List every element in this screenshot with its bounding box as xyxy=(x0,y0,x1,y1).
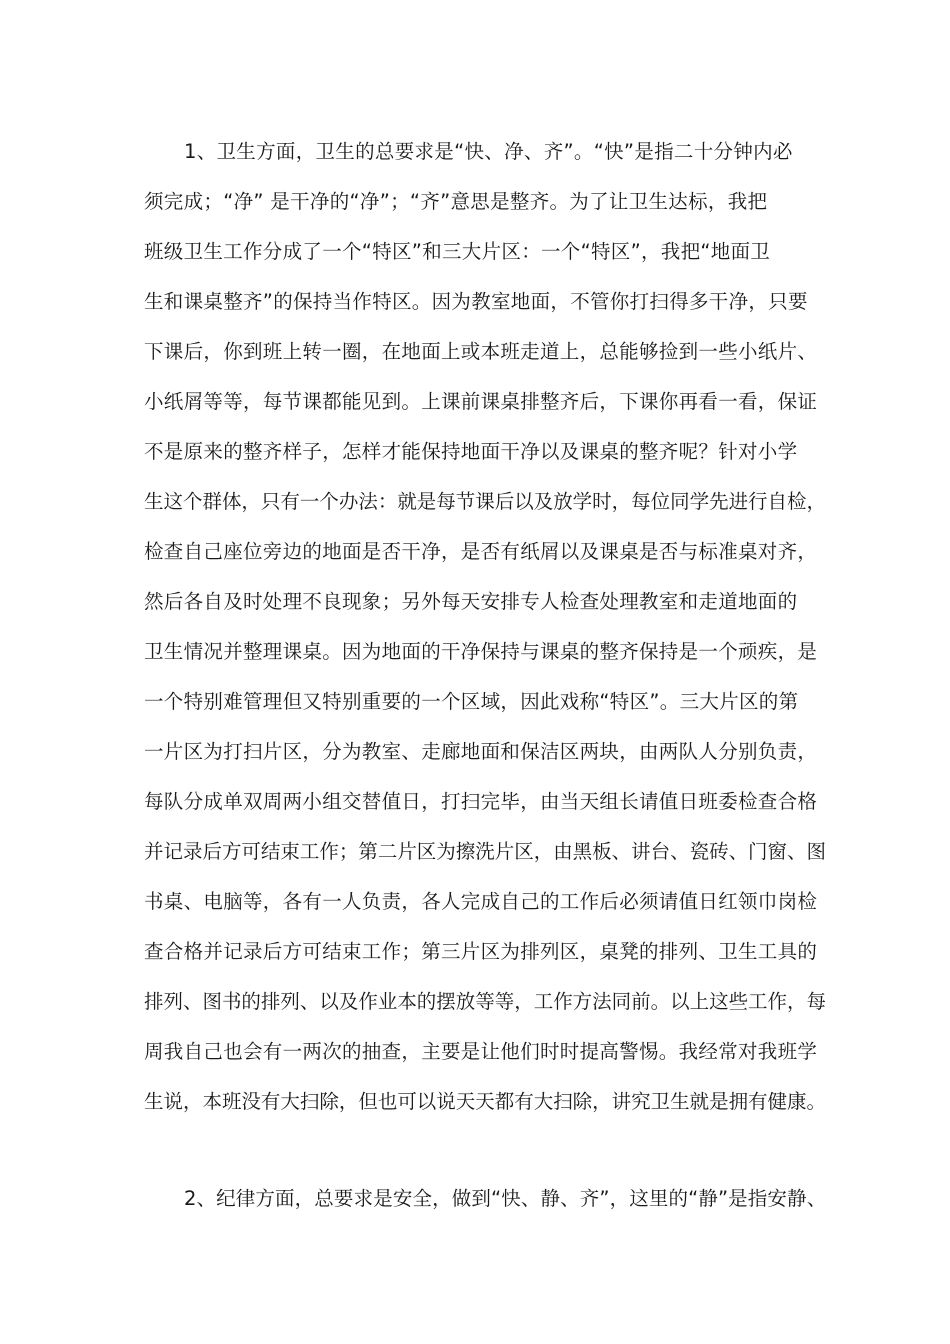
text-line: 2、纪律方面，总要求是安全，做到“快、静、齐”，这里的“静”是指安静、 xyxy=(184,1187,827,1210)
text-line: 然后各自及时处理不良现象；另外每天安排专人检查处理教室和走道地面的 xyxy=(144,590,798,613)
text-line: 须完成；“净” 是干净的“净”；“齐”意思是整齐。为了让卫生达标，我把 xyxy=(144,190,768,213)
text-line: 不是原来的整齐样子，怎样才能保持地面干净以及课桌的整齐呢？针对小学 xyxy=(144,440,798,463)
text-line: 班级卫生工作分成了一个“特区”和三大片区：一个“特区”，我把“地面卫 xyxy=(144,240,771,263)
text-line: 书桌、电脑等，各有一人负责，各人完成自己的工作后必须请值日红领巾岗检 xyxy=(144,890,818,913)
text-line: 一片区为打扫片区，分为教室、走廊地面和保洁区两块，由两队人分别负责， xyxy=(144,740,818,763)
text-line: 1、卫生方面，卫生的总要求是“快、净、齐”。“快”是指二十分钟内必 xyxy=(184,140,793,163)
text-line: 查合格并记录后方可结束工作；第三片区为排列区，桌凳的排列、卫生工具的 xyxy=(144,940,818,963)
text-line: 检查自己座位旁边的地面是否干净，是否有纸屑以及课桌是否与标准桌对齐， xyxy=(144,540,818,563)
text-line: 每队分成单双周两小组交替值日，打扫完毕，由当天组长请值日班委检查合格 xyxy=(144,790,818,813)
text-line: 生说，本班没有大扫除，但也可以说天天都有大扫除，讲究卫生就是拥有健康。 xyxy=(144,1090,827,1113)
text-line: 生和课桌整齐”的保持当作特区。因为教室地面，不管你打扫得多干净，只要 xyxy=(144,290,808,313)
text-line: 小纸屑等等，每节课都能见到。上课前课桌排整齐后，下课你再看一看，保证 xyxy=(144,390,818,413)
text-line: 下课后，你到班上转一圈，在地面上或本班走道上，总能够捡到一些小纸片、 xyxy=(144,340,818,363)
text-line: 并记录后方可结束工作；第二片区为擦洗片区，由黑板、讲台、瓷砖、门窗、图 xyxy=(144,840,827,863)
text-line: 周我自己也会有一两次的抽查，主要是让他们时时提高警惕。我经常对我班学 xyxy=(144,1040,818,1063)
text-line: 排列、图书的排列、以及作业本的摆放等等，工作方法同前。以上这些工作，每 xyxy=(144,990,827,1013)
text-line: 生这个群体，只有一个办法：就是每节课后以及放学时，每位同学先进行自检， xyxy=(144,490,827,513)
text-line: 卫生情况并整理课桌。因为地面的干净保持与课桌的整齐保持是一个顽疾，是 xyxy=(144,640,818,663)
text-line: 一个特别难管理但又特别重要的一个区域，因此戏称“特区”。三大片区的第 xyxy=(144,690,799,713)
